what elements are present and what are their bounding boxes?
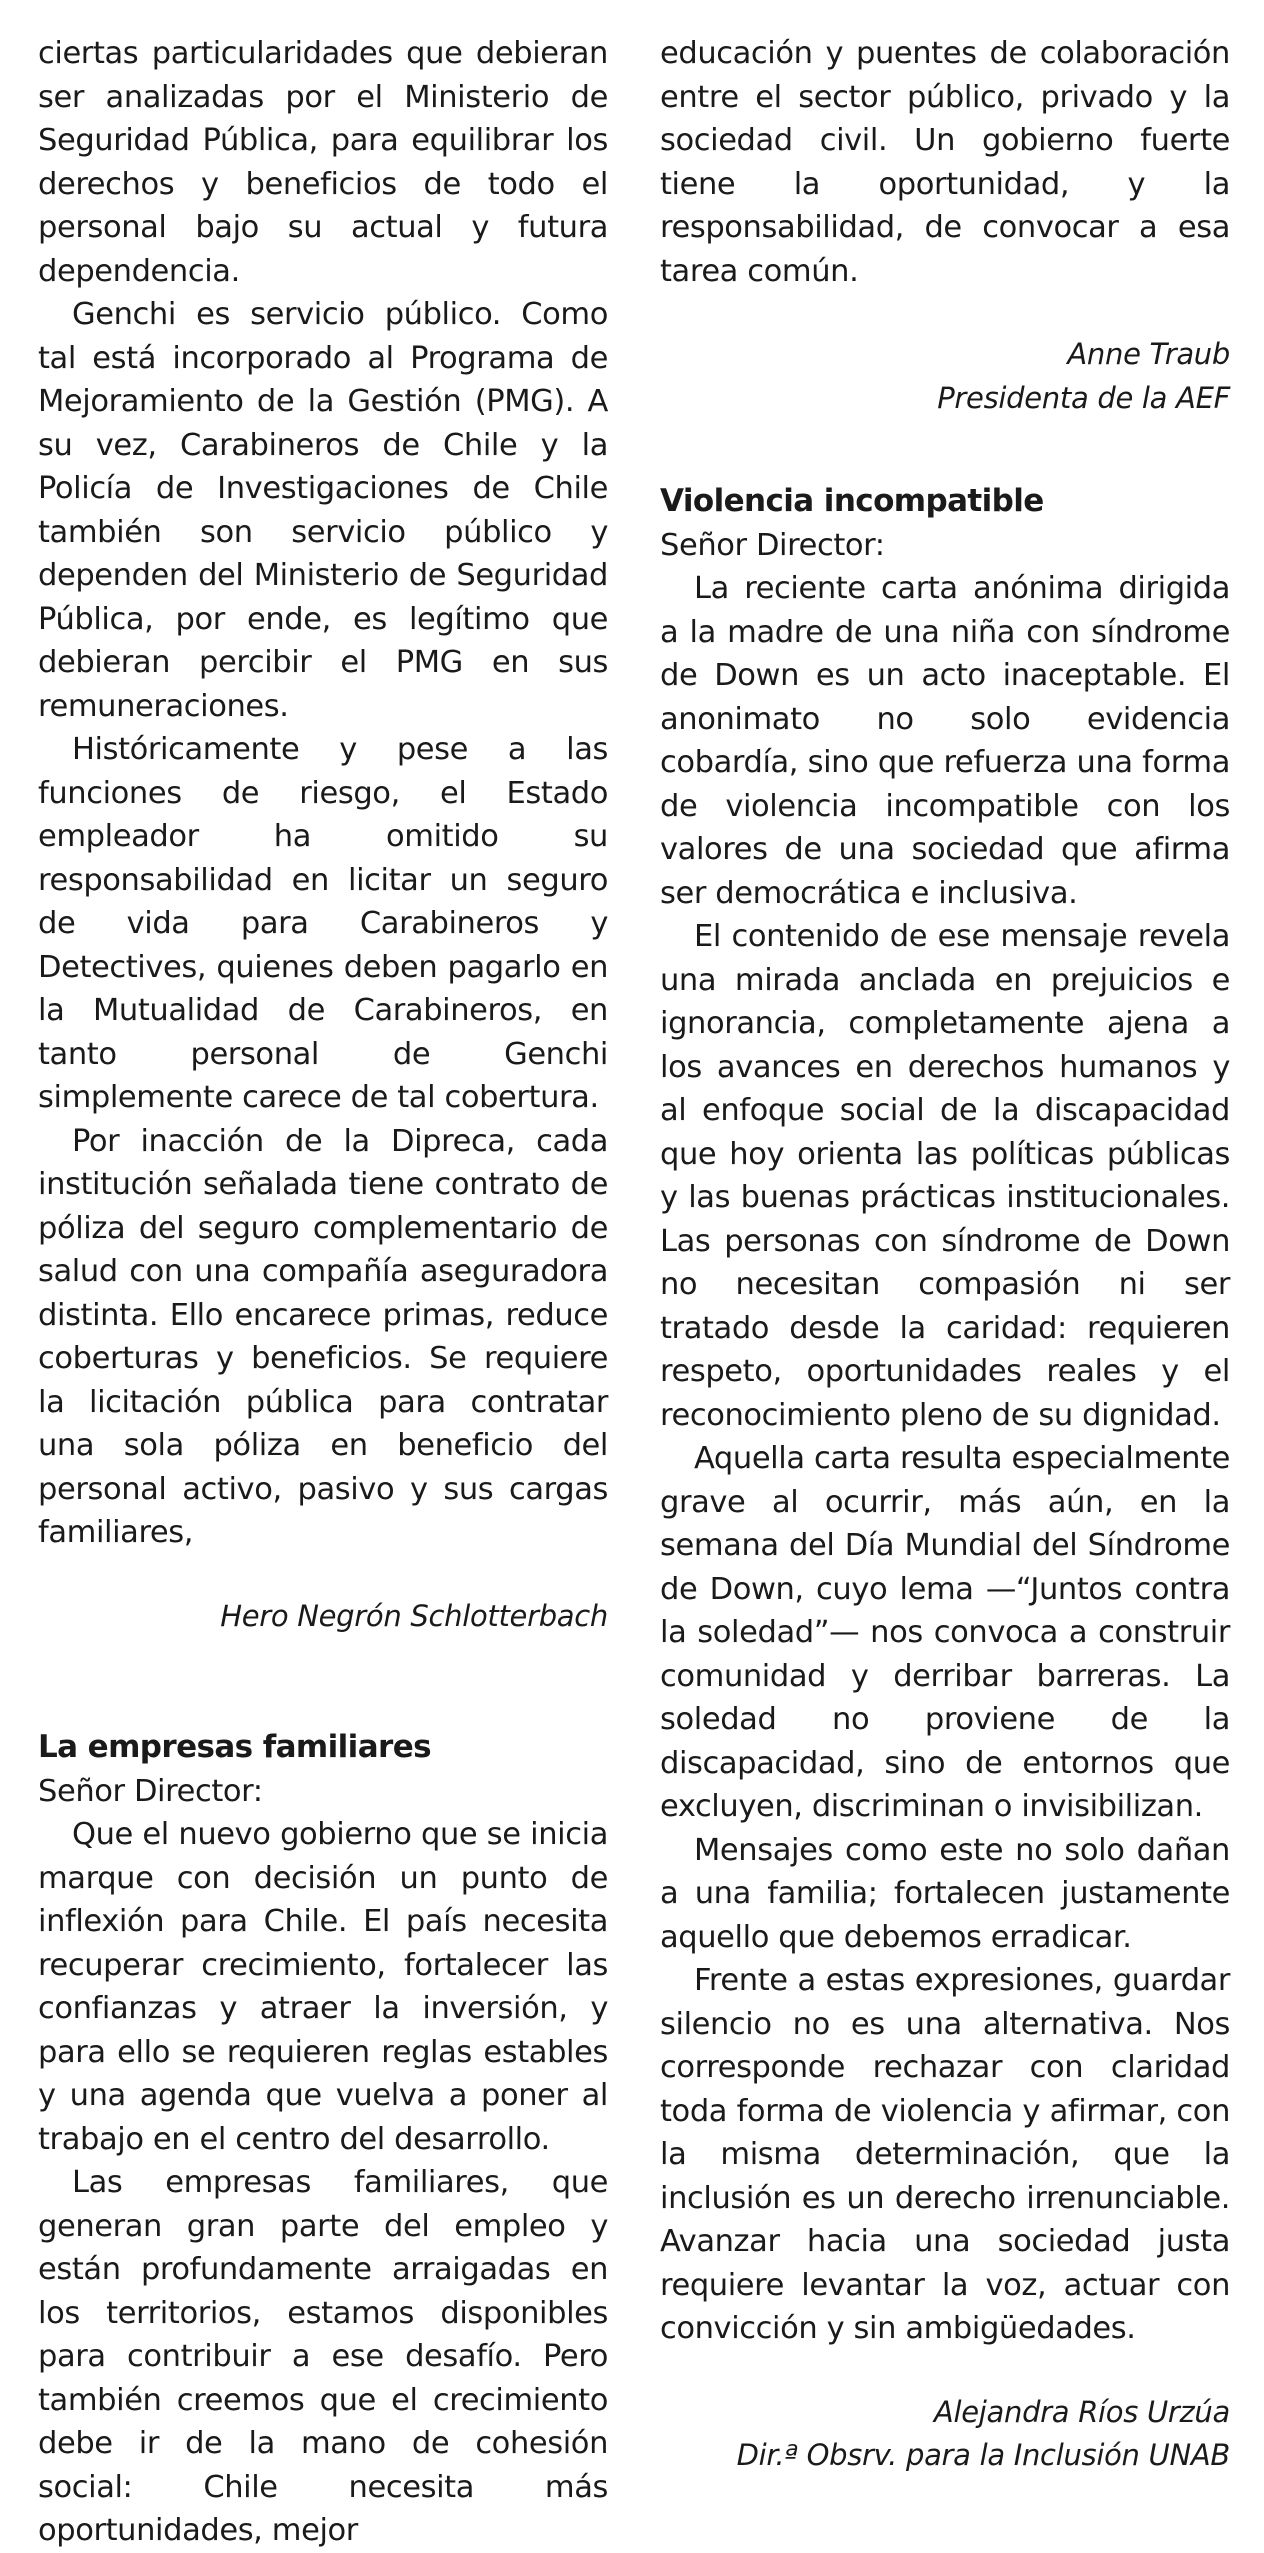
letter2-paragraph-1: Que el nuevo gobierno que se inicia marque con decisión un punto de inflexión para Chile. El país necesita recuperar crecimiento, fortalecer las confianzas y atraer la inversión, y para ello se requieren reglas estables y una agenda que vuelva a poner al trabajo en el centro del desarrollo. (38, 1817, 608, 2157)
letter3-title: Violencia incompatible (660, 483, 1044, 519)
letter1-paragraph-3: Históricamente y pese a las funciones de riesgo, el Estado empleador ha omitido su responsabilidad en licitar un seguro de vida para Carabineros y Detectives, quienes deben pagarlo en la Mutualidad de Carabineros, en tanto personal de Genchi simplemente carece de tal cobertura. (38, 732, 608, 1115)
letter1-paragraph-4: Por inacción de la Dipreca, cada institución señalada tiene contrato de póliza del seguro complementario de salud con una compañía aseguradora distinta. Ello encarece primas, reduce coberturas y beneficios. Se requiere la licitación pública para contratar una sola póliza en beneficio del personal activo, pasivo y sus cargas familiares, (38, 1123, 608, 1550)
letter2-signature-role: Presidenta de la AEF (937, 380, 1230, 415)
letter3-signature-name: Alejandra Ríos Urzúa (933, 2394, 1230, 2429)
letter3-paragraph-3: Aquella carta resulta especialmente grave al ocurrir, más aún, en la semana del Día Mundial del Síndrome de Down, cuyo lema —“Juntos contra la soledad”— nos convoca a construir comunidad y derribar barreras. La soledad no proviene de la discapacidad, sino de entornos que excluyen, discriminan o invisibilizan. (660, 1441, 1230, 1824)
letter2-paragraph-3: educación y puentes de colaboración entre el sector público, privado y la sociedad civil. Un gobierno fuerte tiene la oportunidad, y la responsabilidad, de convocar a esa tarea común. (660, 36, 1230, 289)
letter3-paragraph-1: La reciente carta anónima dirigida a la madre de una niña con síndrome de Down es un acto inaceptable. El anonimato no solo evidencia cobardía, sino que refuerza una forma de violencia incompatible con los valores de una sociedad que afirma ser democrática e inclusiva. (660, 571, 1230, 911)
letter2-title: La empresas familiares (38, 1729, 431, 1765)
letter3-paragraph-2: El contenido de ese mensaje revela una mirada anclada en prejuicios e ignorancia, completamente ajena a los avances en derechos humanos y al enfoque social de la discapacidad que hoy orienta las políticas públicas y las buenas prácticas institucionales. Las personas con síndrome de Down no necesitan compasión ni ser tratado desde la caridad: requieren respeto, oportunidades reales y el reconocimiento pleno de su dignidad. (660, 919, 1230, 1433)
letter1-paragraph-1: ciertas particularidades que debieran ser analizadas por el Ministerio de Seguridad Pública, para equilibrar los derechos y beneficios de todo el personal bajo su actual y futura dependencia. (38, 36, 608, 289)
letter3-salutation: Señor Director: (660, 527, 885, 563)
letter2-paragraph-2: Las empresas familiares, que generan gran parte del empleo y están profundamente arraigadas en los territorios, estamos disponibles para contribuir a ese desafío. Pero también creemos que el crecimiento debe ir de la mano de cohesión social: Chile necesita más oportunidades, mejor (38, 2165, 608, 2548)
letter2-signature-name: Anne Traub (1067, 337, 1230, 371)
left-column (38, 32, 608, 2553)
letter3-signature-role: Dir.ª Obsrv. para la Inclusión UNAB (736, 2438, 1230, 2472)
letter3-paragraph-5: Frente a estas expresiones, guardar silencio no es una alternativa. Nos corresponde rechazar con claridad toda forma de violencia y afirmar, con la misma determinación, que la inclusión es un derecho irrenunciable. Avanzar hacia una sociedad justa requiere levantar la voz, actuar con convicción y sin ambigüedades. (660, 1963, 1230, 2346)
letter3-paragraph-4: Mensajes como este no solo dañan a una familia; fortalecen justamente aquello que debemos erradicar. (660, 1832, 1230, 1955)
letter1-paragraph-2: Genchi es servicio público. Como tal está incorporado al Programa de Mejoramiento de la Gestión (PMG). A su vez, Carabineros de Chile y la Policía de Investigaciones de Chile también son servicio público y dependen del Ministerio de Seguridad Pública, por ende, es legítimo que debieran percibir el PMG en sus remuneraciones. (38, 297, 608, 724)
right-column (660, 32, 1230, 2478)
letter1-signature: Hero Negrón Schlotterbach (220, 1598, 608, 1633)
letter2-salutation: Señor Director: (38, 1773, 263, 1809)
